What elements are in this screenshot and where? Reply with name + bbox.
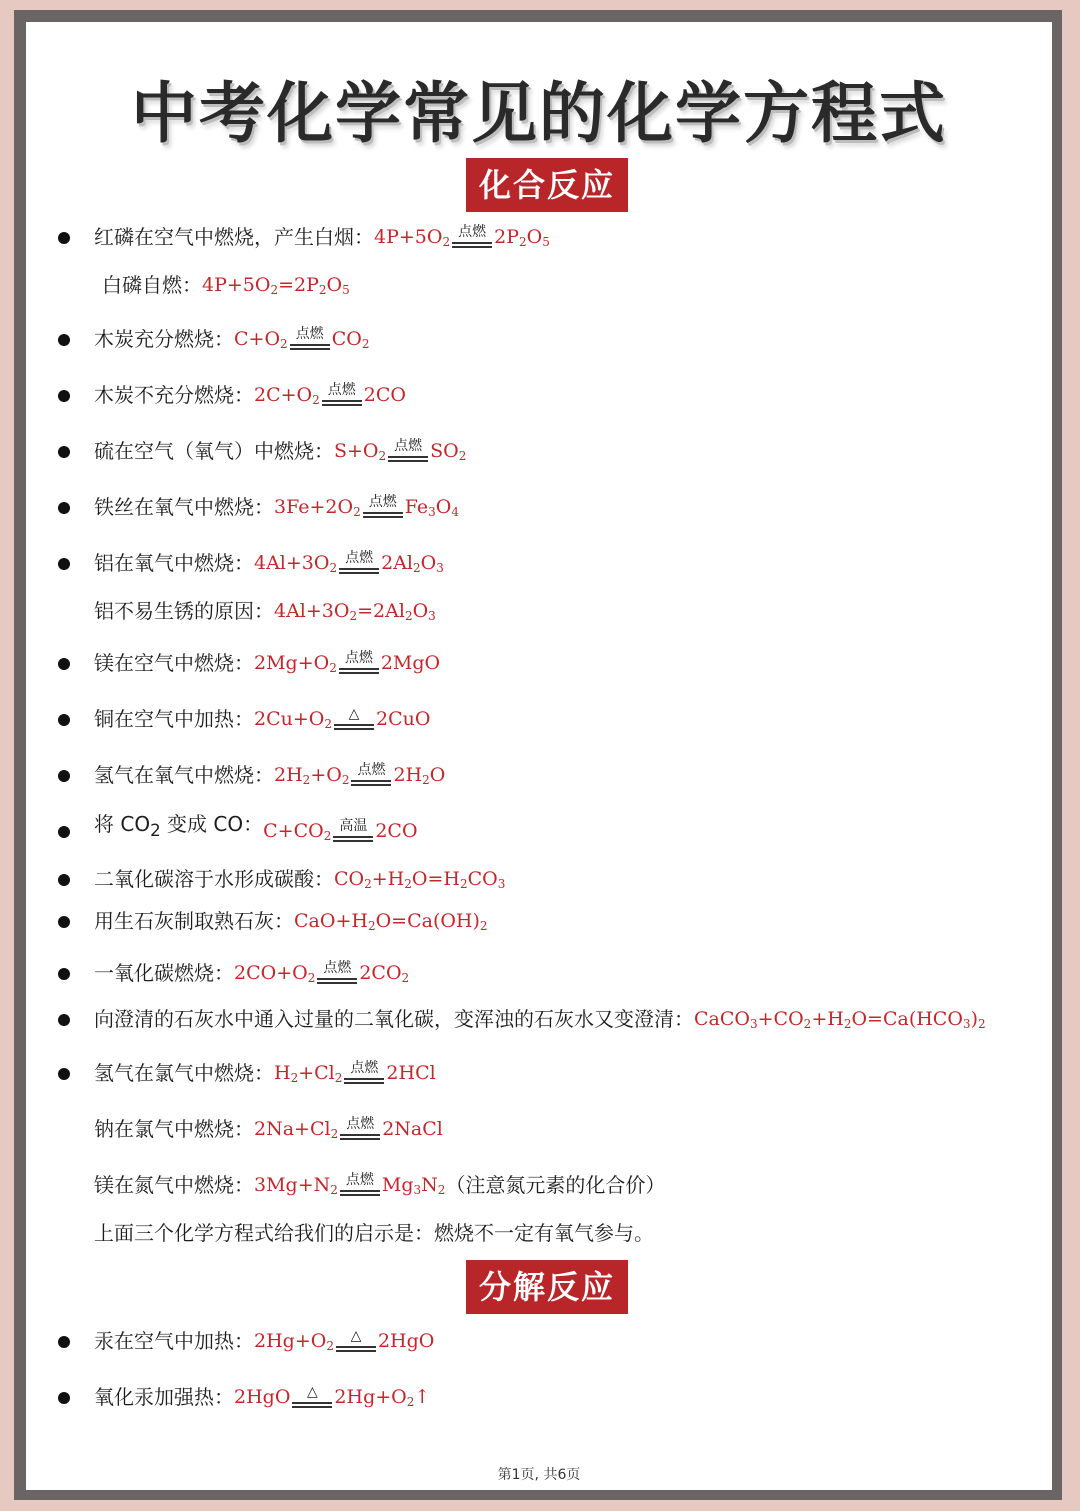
equation-row <box>56 1056 1046 1090</box>
condition-label: 点燃 <box>345 1172 374 1188</box>
equals-sign <box>292 1402 332 1408</box>
products: 2CuO <box>376 708 431 730</box>
reaction-condition <box>334 707 374 730</box>
products: $SO_2$ <box>430 440 467 463</box>
reaction-description: 二氧化碳溶于水形成碳酸： <box>94 867 334 891</box>
reaction-condition <box>363 495 403 518</box>
reaction-description: 向澄清的石灰水中通入过量的二氧化碳，变浑浊的石灰水又变澄清： <box>94 1007 694 1031</box>
equals-sign <box>340 1134 380 1140</box>
equation-row <box>56 646 1046 680</box>
reaction-description: 氢气在氯气中燃烧： <box>94 1061 274 1085</box>
condition-label: 点燃 <box>346 1116 375 1132</box>
reactants: $2Cu+O_2$ <box>254 708 332 731</box>
equation-row <box>56 1216 1046 1250</box>
bullet-point <box>58 334 70 346</box>
reaction-condition <box>290 327 330 350</box>
chemical-equation <box>234 1380 430 1414</box>
bullet-point <box>58 874 70 886</box>
products: 2CO <box>375 820 418 842</box>
reaction-description: 镁在氮气中燃烧： <box>94 1173 254 1197</box>
reaction-description: 红磷在空气中燃烧，产生白烟： <box>94 225 374 249</box>
reactants: $2CO+O_2$ <box>234 962 316 985</box>
reactants: $2Hg+O_2$ <box>254 1330 334 1353</box>
reaction-description: 用生石灰制取熟石灰： <box>94 909 294 933</box>
reaction-condition <box>340 1173 380 1196</box>
condition-label: 点燃 <box>345 550 374 566</box>
condition-label: △ <box>307 1384 318 1400</box>
reactants: $C+CO_2$ <box>263 820 332 843</box>
reaction-description: 铜在空气中加热： <box>94 707 254 731</box>
chemical-equation <box>334 434 466 468</box>
chemical-equation <box>274 490 459 524</box>
reactants: $H_2+Cl_2$ <box>274 1062 343 1085</box>
equation-row <box>56 702 1046 736</box>
reaction-description: 铁丝在氧气中燃烧： <box>94 495 274 519</box>
chemical-equation <box>254 546 444 580</box>
bullet-point <box>58 390 70 402</box>
equation-row <box>56 546 1046 580</box>
equation-row <box>56 594 1046 628</box>
bullet-point <box>58 1014 70 1026</box>
condition-label: 点燃 <box>357 762 386 778</box>
equation-row <box>56 434 1046 468</box>
reaction-condition <box>322 383 362 406</box>
reactants: $3Mg+N_2$ <box>254 1174 338 1197</box>
equation-note: （注意氮元素的化合价） <box>445 1173 666 1197</box>
chemical-equation <box>254 1112 443 1146</box>
reaction-description: 镁在空气中燃烧： <box>94 651 254 675</box>
reaction-description: 氢气在氧气中燃烧： <box>94 763 274 787</box>
chemical-equation <box>254 378 406 412</box>
reaction-condition <box>344 1061 384 1084</box>
document-page <box>26 22 1052 1490</box>
bullet-point <box>58 502 70 514</box>
equals-sign <box>317 978 357 984</box>
equals-sign <box>452 242 492 248</box>
reaction-condition <box>317 961 357 984</box>
products: 2HCl <box>386 1062 436 1084</box>
chemical-equation <box>254 702 430 736</box>
condition-label: 点燃 <box>350 1060 379 1076</box>
products: $2Hg+O_2↑$ <box>334 1386 431 1409</box>
reaction-description: 铝不易生锈的原因： <box>94 599 274 623</box>
reactants: 2HgO <box>234 1386 291 1408</box>
equation-row <box>56 1380 1046 1414</box>
bullet-point <box>58 826 70 838</box>
equals-sign <box>344 1078 384 1084</box>
reactants: $2H_2+O_2$ <box>274 764 350 787</box>
section-heading-decomposition: 分解反应 <box>466 1260 628 1314</box>
chemical-equation <box>254 1324 434 1358</box>
condition-label: 点燃 <box>295 326 324 342</box>
bullet-point <box>58 558 70 570</box>
equation-row <box>56 1168 1046 1202</box>
products: 2NaCl <box>382 1118 443 1140</box>
equation-row <box>56 268 1046 302</box>
products: $Mg_3N_2$ <box>381 1174 446 1197</box>
chemical-equation <box>274 1056 436 1090</box>
chemical-equation <box>254 646 440 680</box>
chemical-equation: $4P+5O_2=2P_2O_5$ <box>202 274 350 297</box>
bullet-point <box>58 446 70 458</box>
bullet-point <box>58 916 70 928</box>
equals-sign <box>339 668 379 674</box>
reactants: $4P+5O_2$ <box>374 226 451 249</box>
equals-sign <box>363 512 403 518</box>
chemical-equation <box>234 956 409 990</box>
products: $CO_2$ <box>331 328 370 351</box>
reactants: $4Al+3O_2$ <box>254 552 338 575</box>
reactants: $3Fe+2O_2$ <box>274 496 361 519</box>
reaction-description: 上面三个化学方程式给我们的启示是：燃烧不一定有氧气参与。 <box>94 1221 654 1245</box>
condition-label: 点燃 <box>458 224 487 240</box>
products: $2CO_2$ <box>359 962 410 985</box>
equation-row <box>56 1112 1046 1146</box>
bullet-point <box>58 1068 70 1080</box>
reactants: $2Na+Cl_2$ <box>254 1118 339 1141</box>
products: $2Al_2O_3$ <box>381 552 444 575</box>
reaction-description: 将 $CO_2$ 变成 CO： <box>94 812 264 840</box>
chemical-equation <box>274 758 445 792</box>
condition-label: 点燃 <box>368 494 397 510</box>
page-footer: 第1页, 共6页 <box>497 1467 581 1483</box>
equation-row <box>56 956 1046 990</box>
reaction-description: 木炭充分燃烧： <box>94 327 234 351</box>
reaction-condition <box>336 1329 376 1352</box>
condition-label: △ <box>348 706 360 722</box>
chemical-equation: $4Al+3O_2=2Al_2O_3$ <box>274 600 436 623</box>
equals-sign <box>339 568 379 574</box>
bullet-point <box>58 1392 70 1404</box>
chemical-equation <box>263 814 417 848</box>
condition-label: 点燃 <box>323 960 352 976</box>
equation-row <box>56 1002 1046 1036</box>
reaction-description: 铝在氧气中燃烧： <box>94 551 254 575</box>
reaction-condition <box>351 763 391 786</box>
products: 2HgO <box>377 1330 435 1352</box>
condition-label: △ <box>350 1328 362 1344</box>
reaction-condition <box>292 1385 332 1408</box>
chemical-equation: $CO_2+H_2O=H_2CO_3$ <box>334 868 506 891</box>
products: $2H_2O$ <box>393 764 446 787</box>
equation-row <box>56 758 1046 792</box>
chemical-equation <box>234 322 369 356</box>
reaction-description: 钠在氯气中燃烧： <box>94 1117 254 1141</box>
equation-row <box>56 220 1046 254</box>
reaction-description: 白磷自燃： <box>102 273 202 297</box>
chemical-equation <box>254 1168 445 1202</box>
condition-label: 高温 <box>339 818 368 834</box>
equation-row <box>56 490 1046 524</box>
reaction-condition <box>339 651 379 674</box>
equals-sign <box>334 724 374 730</box>
products: $2P_2O_5$ <box>494 226 550 249</box>
equation-row <box>56 862 1046 896</box>
reaction-description: 木炭不充分燃烧： <box>94 383 254 407</box>
equation-row <box>56 1324 1046 1358</box>
page-title: 中考化学常见的化学方程式 <box>131 75 947 152</box>
bullet-point <box>58 968 70 980</box>
reactants: $2C+O_2$ <box>254 384 320 407</box>
bullet-point <box>58 770 70 782</box>
equals-sign <box>290 344 330 350</box>
reactants: $C+O_2$ <box>234 328 288 351</box>
equals-sign <box>351 780 391 786</box>
products: $Fe_3O_4$ <box>404 496 459 519</box>
bullet-point <box>58 714 70 726</box>
reactants: $2Mg+O_2$ <box>254 652 337 675</box>
equals-sign <box>322 400 362 406</box>
chemical-equation: $CaCO_3+CO_2+H_2O=Ca(HCO_3)_2$ <box>694 1008 986 1031</box>
bullet-point <box>58 232 70 244</box>
reaction-condition <box>452 225 492 248</box>
condition-label: 点燃 <box>344 650 373 666</box>
equation-row <box>56 378 1046 412</box>
reaction-description: 一氧化碳燃烧： <box>94 961 234 985</box>
products: 2MgO <box>380 652 441 674</box>
reaction-condition <box>333 819 373 842</box>
equation-row <box>56 814 1046 848</box>
chemical-equation <box>374 220 550 254</box>
reaction-description: 硫在空气（氧气）中燃烧： <box>94 439 334 463</box>
section-heading-combination: 化合反应 <box>466 158 628 212</box>
equals-sign <box>340 1190 380 1196</box>
equation-row <box>56 322 1046 356</box>
chemical-equation: $CaO+H_2O=Ca(OH)_2$ <box>294 910 488 933</box>
condition-label: 点燃 <box>394 438 423 454</box>
reaction-condition <box>388 439 428 462</box>
bullet-point <box>58 1336 70 1348</box>
bullet-point <box>58 658 70 670</box>
condition-label: 点燃 <box>327 382 356 398</box>
equals-sign <box>336 1346 376 1352</box>
reactants: $S+O_2$ <box>334 440 387 463</box>
equals-sign <box>333 836 373 842</box>
equation-row <box>56 904 1046 938</box>
reaction-description: 氧化汞加强热： <box>94 1385 234 1409</box>
reaction-condition <box>340 1117 380 1140</box>
reaction-description: 汞在空气中加热： <box>94 1329 254 1353</box>
equals-sign <box>388 456 428 462</box>
products: 2CO <box>363 384 406 406</box>
reaction-condition <box>339 551 379 574</box>
